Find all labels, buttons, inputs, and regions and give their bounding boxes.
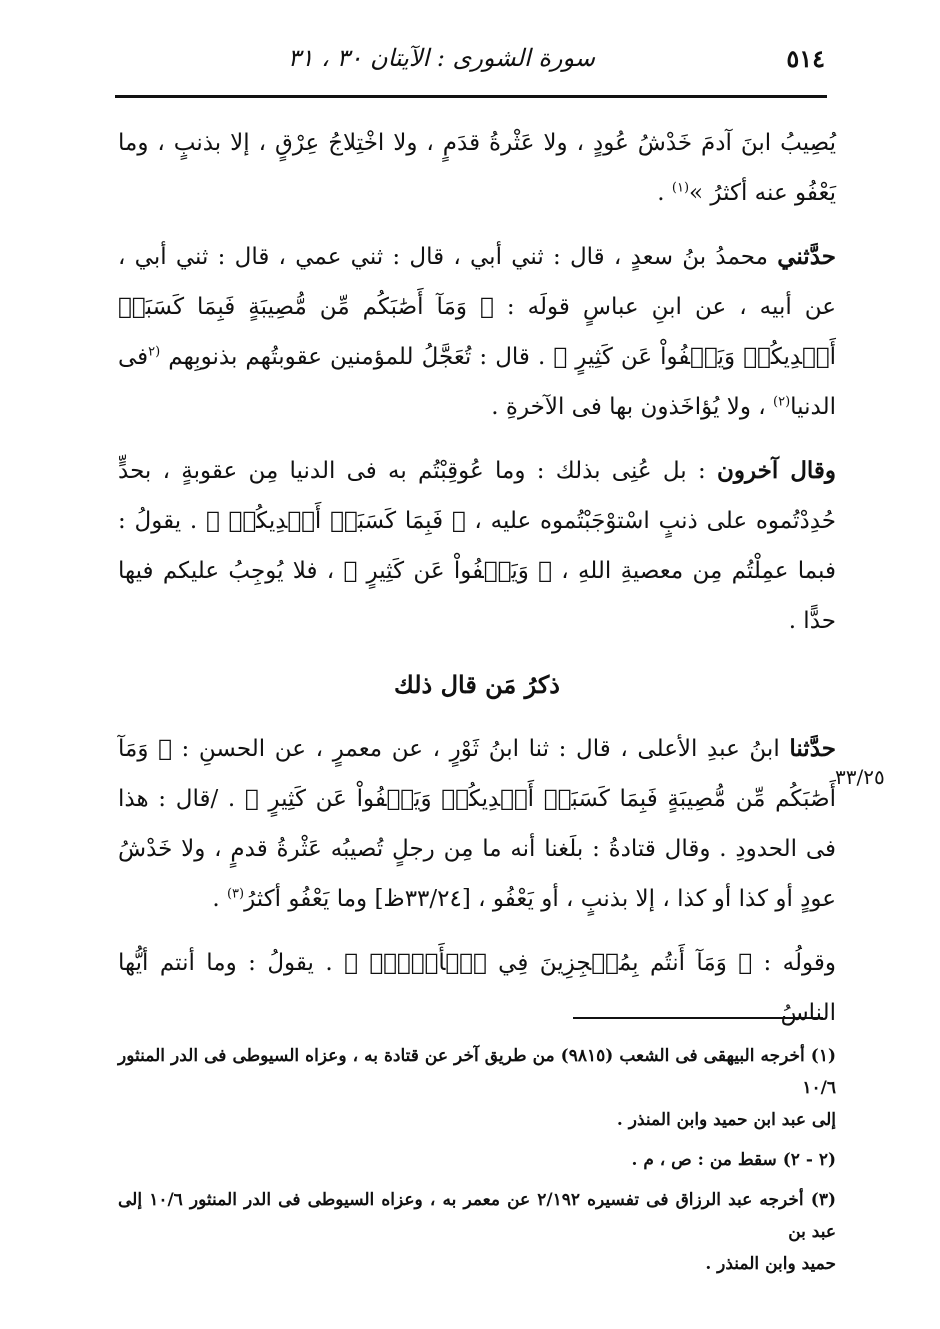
running-title: سورة الشورى : الآيتان ٣٠ ، ٣١ [287, 44, 595, 72]
paragraph-3 [118, 446, 836, 646]
footnote-2: (٢ - ٢) سقط من : ص ، م . [631, 1150, 836, 1170]
paragraph-1 [118, 118, 836, 218]
footnote-ref-1: (١) [671, 180, 690, 196]
footnote-ref-2-close: (٢) [773, 394, 791, 410]
main-text [118, 118, 836, 1052]
footnote-1 [118, 1040, 836, 1136]
footnote-1-line-2: إلى عبد ابن حميد وابن المنذر . [616, 1110, 836, 1130]
p2-lead: حدَّثني [777, 243, 836, 270]
header-rule [115, 95, 827, 98]
p1-end: . [657, 180, 672, 206]
p2-text-b: فى الدنيا [118, 344, 836, 420]
footnotes [118, 1040, 836, 1288]
p4-end: . [212, 886, 227, 912]
paragraph-2 [118, 232, 836, 432]
page-header [115, 38, 825, 88]
p5-text: وقولُه : ﴿ وَمَآ أَنتُم بِمُعۡجِزِينَ فِي ٱلۡأَرۡضِۖ ﴾ . يقولُ : وما أنتم أيُّها الناسُ [118, 950, 836, 1026]
footnote-ref-2-open: (٢ [148, 344, 161, 360]
paragraph-5 [118, 938, 836, 1038]
p1-text: يُصِيبُ ابنَ آدمَ خَدْشُ عُودٍ ، ولا عَثْرةُ قدَمٍ ، ولا اخْتِلاجُ عِرْقٍ ، إلا بذنبٍ ، وما يَعْفُو عنه أكثرُ » [118, 130, 836, 206]
p4-lead: حدَّثنا [789, 735, 836, 762]
section-heading: ذكرُ مَن قال ذلك [394, 670, 560, 699]
footnote-3 [118, 1184, 836, 1280]
p2-text-c: ، ولا يُؤاخَذون بها فى الآخرةِ . [491, 394, 774, 420]
p3-text: : بل عُنِى بذلك : وما عُوقِبْتُم به فى الدنيا مِن عقوبةٍ ، بحدٍّ حُدِدْتُموه على ذنبٍ اسْتوْجَبْتُموه عليه ، ﴿ فَبِمَا كَسَبَتۡ أَيۡدِيكُمۡ ﴾ . يقولُ : فبما عمِلْتُم مِن معصيةِ اللهِ ، ﴿ وَيَعۡفُواْ عَن كَثِيرٍ ﴾ ، فلا يُوجِبُ عليكم فيها حدًّا . [118, 458, 836, 634]
paragraph-4 [118, 724, 836, 924]
footnote-3-line-2: حميد وابن المنذر . [705, 1254, 836, 1274]
footnote-1-line-1: (١) أخرجه البيهقى فى الشعب (٩٨١٥) من طريق آخر عن قتادة به ، وعزاه السيوطى فى الدر المنثور ١٠/٦ [118, 1046, 836, 1098]
footnote-ref-3: (٣) [226, 886, 245, 902]
p4-text: ابنُ عبدِ الأعلى ، قال : ثنا ابنُ ثَوْرٍ ، عن معمرٍ ، عن الحسنِ : ﴿ وَمَآ أَصَٰبَكُم مِّن مُّصِيبَةٍ فَبِمَا كَسَبَتۡ أَيۡدِيكُمۡ وَيَعۡفُواْ عَن كَثِيرٍ ﴾ . /قال : هذا فى الحدودِ . وقال قتادةُ : بلَغنا أنه ما مِن رجلٍ تُصيبُه عَثْرةُ قدمٍ ، ولا خَدْشُ عودٍ أو كذا أو كذا ، إلا بذنبٍ ، أو يَعْفُو ، [٣٣/٢٤ظ] وما يَعْفُو أكثرُ [118, 736, 836, 912]
page-number: ٥١٤ [786, 44, 825, 73]
margin-reference: ٣٣/٢٥ [835, 765, 885, 789]
footnote-rule [573, 1017, 823, 1019]
footnote-3-line-1: (٣) أخرجه عبد الرزاق فى تفسيره ٢/١٩٢ عن معمر به ، وعزاه السيوطى فى الدر المنثور ١٠/٦ إلى عبد بن [118, 1190, 836, 1242]
p2-text-a: محمدُ بنُ سعدٍ ، قال : ثني أبي ، قال : ثني عمي ، قال : ثني أبي ، عن أبيه ، عن ابنِ عباسٍ قولَه : ﴿ وَمَآ أَصَٰبَكُم مِّن مُّصِيبَةٍ فَبِمَا كَسَبَتۡ أَيۡدِيكُمۡ وَيَعۡفُواْ عَن كَثِيرٍ ﴾ . قال : تُعَجَّلُ للمؤمنين عقوبتُهم بذنوبِهم [118, 244, 836, 370]
p3-lead: وقال آخرون [716, 457, 837, 484]
